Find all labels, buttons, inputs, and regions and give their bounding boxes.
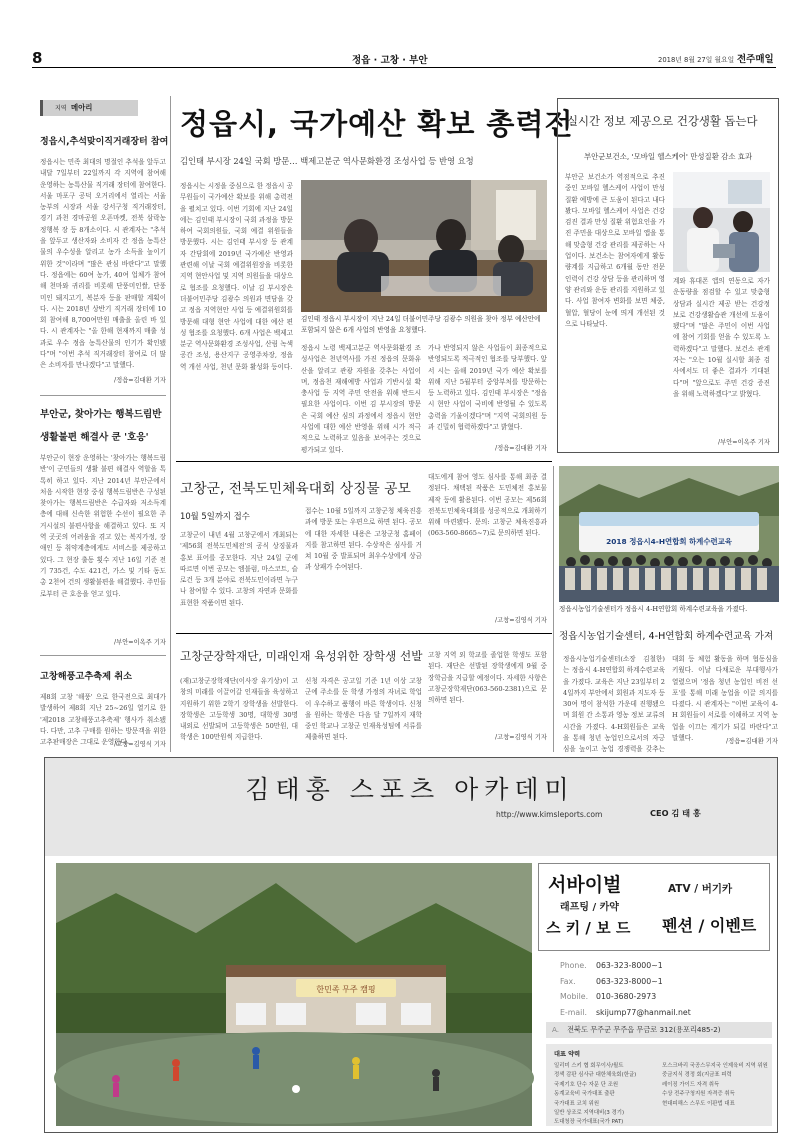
page-number: 8	[32, 49, 43, 67]
issue-date: 2018년 8월 27일 월요일	[658, 56, 735, 64]
sports-body-c: 대도에게 참여 영도 심사를 통해 최종 결정된다. 채택된 작품은 도민체전 홍보물 제작 등에 활용된다. 이번 공모는 제56회 전북도민체육대회를 성공적으로 개최하기 위해 마련됐다. 문의: 고창군 체육진흥과(063-560-8665~7)로 문의하면 된다.	[428, 473, 547, 538]
ad-history-right	[662, 1062, 768, 1109]
ad-history-item: 중금지식 경정 회(지금표 피력	[662, 1072, 732, 1079]
paper-name: 전주매일	[737, 54, 774, 65]
lead-body-right: 가나 반영되지 않은 사업들이 최종적으로 반영되도록 적극적인 협조를 당부했다. 앞서 시는 올해 2019년 국가 예산 확보를 위해 지난 5월부터 중앙부처를 방문하는 등 노력하고 있다. 김인태 부시장은 "정읍시 현안 사업이 국비에 반영될 수 있도록 총력을 기울이겠다"며 "지역 국회의원 등과 긴밀히 협력하겠다"고 밝혔다.	[428, 344, 547, 432]
sidebar-story-2-body: 부안군이 현장 운영하는 '찾아가는 행복드림반'이 군민들의 생활 불편 해결사 역할을 톡톡히 하고 있다. 지난 2014년 부안군에서 처음 시작한 현장 중심 행복드림반은 구성된 찾아가는 행복드림반은 수급자와 저소득계층에 대해 신속한 위험한 수선이 필요한 주거시설의 불편사항을 해결하고 있다. 또 지역 곳곳의 어려움을 겪고 있는 복지가정, 장애인 등 취약계층에게도 서비스를 제공하고 있다. 그 현장 출동 횟수 지난 16일 기준 전기 735건, 수도 421건, 가스 및 기타 동도 총 2천여 건의 생활불편을 해결했다. 주민들로부터 큰 호응을 얻고 있다.	[40, 454, 166, 598]
ad-history-item: 모스크바리 국공스무지국 인제육비 지역 위원	[662, 1063, 768, 1069]
scholar-body-b: 신청 자격은 공고일 기준 1년 이상 고창군에 주소를 둔 학생 가정의 자녀로 학업이 우수하고 품행이 바른 학생이다. 신청을 원하는 학생은 다음 달 7일까지 재학 중인 학교나 고창군 인재육성팀에 서류를 제출하면 된다.	[305, 677, 422, 742]
lead-byline: /정읍=김대환 기자	[495, 445, 547, 452]
health-byline: /부안=이옥주 기자	[718, 439, 770, 446]
lead-body-middle: 정읍시 노령 백제고분군 역사문화환경 조성사업은 천년역사를 가진 정읍의 문화유산을 알리고 관광 자원을 갖추는 사업이며, 정읍천 재해예방 사업과 기반시설 확충사업 등 지역 주민 안전을 위해 반드시 필요한 사업이다. 이번 김 부시장의 방문은 국회 예산 심의 과정에서 정읍시 현안 사업에 대한 예산 반영을 위해 시가 적극적으로 노력하고 있음을 보여주는 것으로 평가되고 있다.	[301, 344, 421, 454]
lead-photo	[301, 180, 547, 312]
ad-history-item: 현대피해스 스무도 이판법 대표	[662, 1100, 735, 1107]
farm-photo	[559, 466, 779, 602]
lead-headline: 정읍시, 국가예산 확보 총력전	[180, 107, 574, 141]
ad-history-item: 동계교육비 국가대표 출판	[554, 1091, 615, 1098]
ad-contact	[560, 958, 774, 1020]
sidebar-story-3-byline: /고창=김영식 기자	[114, 741, 166, 748]
ad-email: skijump77@hanmail.net	[596, 1007, 691, 1017]
ad-history-item: 수상 전주구청지원 자격증 취득	[662, 1091, 735, 1098]
sidebar-label-tag: 지역	[55, 105, 67, 112]
ad-history	[546, 1044, 772, 1126]
ad-mobile-label: Mobile.	[560, 992, 589, 1001]
scholar-headline: 고창군장학재단, 미래인재 육성위한 장학생 선발	[180, 649, 423, 663]
ad-photo	[56, 863, 532, 1126]
sidebar-story-3-title: 고창해풍고추축제 취소	[40, 671, 132, 682]
ad-history-item: 정색 감판 심사규 대한체육회(한글)	[554, 1072, 637, 1079]
sports-body-a: 고창군이 내년 4월 고창군에서 개최되는 '제56회 전북도민체전'의 공식 상징물과 홍보 표어를 공모한다. 지난 24일 군에 따르면 이번 공모는 엠블럼, 마스코트, 슬로건 등 3개 분야로 전북도민이라면 누구나 참여할 수 있다. 고창의 자연과 문화를 표현한 작품이면 된다.	[180, 531, 298, 607]
sidebar-divider-2	[40, 655, 166, 656]
ad-url: http://www.kimsleports.com	[496, 810, 603, 819]
ad-brand-sub: 래프팅 / 카약	[560, 902, 619, 913]
sidebar-story-2-byline: /부안=이옥주 기자	[114, 639, 166, 646]
ad-phone: 063-323-8000~1	[596, 961, 663, 970]
ad-phone-row	[560, 958, 774, 974]
farm-body-b: 대회 등 체험 활동을 하며 협동심을 키웠다. 이날 다채로운 부대행사가 열렸으며 '정읍 청년 농업인 비전 선포'를 통해 미래 농업을 이끌 의지를 다졌다. 시 관계자는 "이번 교육이 4-H 회원들이 서로를 이해하고 지역 농업을 이끄는 계기가 되길 바란다"고 말했다.	[672, 655, 778, 743]
farm-body-a: 정읍시농업기술센터(소장 김철한)는 정읍시 4-H연합회 하계수련교육을 가졌다. 교육은 지난 23일부터 24일까지 부안에서 회원과 지도자 등 30여 명이 참석한 가운데 진행됐으며 회원 간 소통과 영농 정보 교류의 시간을 가졌다. 4-H회원들은 교육을 통해 청년 농업인으로서의 자긍심을 높이고 농업 경쟁력을 갖추는	[563, 655, 665, 754]
sports-body-b: 접수는 10월 5일까지 고창군청 체육진흥과에 방문 또는 우편으로 하면 된다. 공모에 대한 자세한 내용은 고창군청 홈페이지를 참고하면 된다. 수상작은 심사를 거쳐 10월 중 발표되며 최우수상에게 상금과 상패가 수여된다.	[305, 507, 422, 572]
ad-history-item: 일리미 스키 협 회무이사/윌트	[554, 1063, 624, 1069]
column-divider-left	[170, 96, 171, 752]
sports-bottom-rule	[176, 633, 552, 634]
ad-title: 김태홍 스포츠 아카데미	[245, 775, 575, 804]
health-photo	[673, 172, 770, 272]
health-subhead: 부안군보건소, '모바일 헬스케어' 만성질환 감소 효과	[584, 152, 753, 161]
ad-history-item: 국가대표 코치 위원	[554, 1100, 600, 1107]
ad-history-item: 레이징 가이드 자격 취득	[662, 1081, 720, 1088]
ad-fax: 063-323-8000~1	[596, 976, 663, 986]
lead-bottom-rule	[176, 461, 552, 462]
sidebar-story-1-title: 정읍시,추석맞이직거래장터 참여	[40, 137, 169, 147]
sidebar-label	[40, 100, 138, 116]
sidebar-story-3-body: 제8회 고창 '해풍' 으로 한국전으로 최대가 발생하여 제8회 지난 25~26일 열기로 한 '제2018 고창해풍고추축제' 행사가 취소됐다. 다만, 고추 구매를 원하는 방문객을 위한 고추판매장은 그대로 운영한다.	[40, 693, 166, 747]
clinic-photo-illustration	[673, 172, 770, 272]
ad-fax-label: Fax.	[560, 976, 576, 986]
farm-headline: 정읍시농업기술센터, 4-H연합회 하계수련교육 가져	[559, 631, 774, 642]
ad-address: 전북도 무주군 무주읍 무금로 312(용포리485-2)	[567, 1025, 721, 1034]
sports-byline: /고창=김영식 기자	[495, 617, 547, 624]
ad-history-item: 도대청장 국가대표(국가 PAT)	[554, 1119, 624, 1126]
ad-fax-row	[560, 974, 774, 990]
ad-brand: 서바이벌	[548, 874, 622, 896]
ad-pension: 펜션 / 이벤트	[662, 916, 757, 935]
ad-atv: ATV / 버기카	[668, 883, 733, 895]
ad-banner-sign: 한민족 무주 캠핑	[316, 985, 376, 994]
ad-history-item: 일반 상조로 지역대비(3 경기)	[554, 1110, 625, 1117]
ad-phone-label: Phone.	[560, 961, 587, 970]
ad-mobile-row	[560, 989, 774, 1005]
sidebar-story-1-byline: /정읍=김대환 기자	[114, 377, 166, 384]
farm-byline: /정읍=김대환 기자	[726, 738, 778, 745]
column-divider-right	[553, 466, 554, 752]
ad-playground-illustration	[56, 863, 532, 1126]
ad-history-item: 국제기호 단수 자문 단 조원	[554, 1081, 619, 1088]
farm-photo-caption: 정읍시농업기술센터가 정읍시 4-H연합회 하계수련교육을 가졌다.	[559, 605, 748, 613]
health-headline: 실시간 정보 제공으로 건강생활 돕는다	[567, 114, 758, 128]
sports-subhead: 10월 5일까지 접수	[180, 511, 250, 521]
ad-address-row	[546, 1022, 772, 1038]
ad-address-label: A.	[552, 1025, 560, 1034]
lead-body-left: 정읍시는 시정을 중심으로 한 정읍시 공무원들이 국가예산 확보를 위해 총력전을 펼치고 있다. 이번 기회에 지난 24일에는 김인태 부시장이 국회 과정을 방문하여 국회의원들, 국회 예결 위원들을 방문했다. 시는 김인태 부시장 등 관계자 간담회에 2019년 국가예산 반영과 관련해 이날 국회 예결위원장을 비롯한 지역 현안사업 및 지역 의원들을 대상으로 협조를 요청했다. 이날 김 부시장은 더불어민주당 김광수 의원과 면담을 갖고 정읍 지역현안 사업 등 예결위원회를 방문해 대형 현안 사업에 대한 예산 편성 협조를 요청했다. 6개 사업은 백제고분군 역사문화환경 조성사업, 산림 녹색 공간 조성, 용산지구 공영주차장, 정읍역 개선 사업, 천년 문화 활성화 등이다.	[180, 182, 293, 371]
lead-photo-caption: 김인태 정읍시 부시장이 지난 24일 더불어민주당 김광수 의원을 찾아 정부 예산안에 포함되지 않은 6개 사업의 반영을 요청했다.	[301, 315, 541, 334]
ad-email-label: E-mail.	[560, 1007, 587, 1017]
ad-brand-sub2: 스 키 / 보 드	[546, 919, 631, 937]
header-rule	[32, 67, 776, 68]
scholar-body-c: 고창 지역 외 학교를 졸업한 학생도 포함된다. 재단은 선발된 장학생에게 9월 중 장학금을 지급할 예정이다. 자세한 사항은 고창군장학재단(063-560-2381)으로 문의하면 된다.	[428, 651, 547, 705]
group-photo-illustration	[559, 466, 779, 602]
section-title: 정읍 · 고창 · 부안	[352, 55, 428, 66]
sidebar-story-2-title-1: 부안군, 찾아가는 행복드림반	[40, 409, 162, 420]
sidebar-story-1-body: 정읍시는 민족 최대의 명절인 추석을 앞두고 내달 7일부터 22일까지 각 지역에 참여해 운영하는 농특산물 직거래 장터에 참여한다. 서울 마포구 공덕 오거리에서 열리는 서울 농부의 시장과 서울 강서구청 직거래장터, 경기 과천 경마공원 오픈마켓, 전북 삼락농정행복 장 등 8개소이다. 시 관계자는 "추석을 앞두고 생산자와 소비자 간 정읍 농특산물의 우수성을 알리고 농가 소득을 높이기 위한 것"이라며 "많은 관심 바란다"고 말했다. 정읍에는 60여 농가, 40여 업체가 참여해 천마와 귀리를 비롯해 단풍미인쌀, 단풍미인 돼지고기, 복분자 등을 판매할 계획이다. 시는 2018년 상반기 직거래 장터에 10회 참여해 8,700여만원 매출을 올린 바 있다. 시 관계자는 "올 한해 현재까지 매출 성과로 우수 정읍 농특산물의 인기가 확인됐다"며 "이번 추석 직거래장터 참여로 더 많은 소비자를 만나겠다"고 말했다.	[40, 158, 166, 370]
sidebar-divider-1	[40, 395, 166, 396]
sidebar-label-title: 메아리	[70, 103, 93, 112]
meeting-photo-illustration	[301, 180, 547, 312]
ad-email-row	[560, 1005, 774, 1021]
ad-history-left	[554, 1062, 658, 1128]
sidebar-story-2-title-2: 생활불편 해결사 쿤 '호응'	[40, 432, 149, 443]
sports-headline: 고창군, 전북도민체육대회 상징물 공모	[180, 481, 411, 497]
health-body-a: 부안군 보건소가 역점적으로 추진 중인 모바일 헬스케어 사업이 만성질환 예방에 큰 도움이 된다고 내다봤다. 모바일 헬스케어 사업은 건강검진 결과 만성 질환 위험요인을 가진 주민을 대상으로 모바일 앱을 통해 맞춤형 건강 관리를 제공하는 사업이다. 보건소는 참여자에게 활동량계를 지급하고 6개월 동안 전문 인력이 건강 상담 등을 관리하며 영양 관리와 운동 관리를 지원하고 있다. 사업 참여자 변화를 보면 체중, 혈압, 혈당이 눈에 띄게 개선된 것으로 나타났다.	[565, 173, 665, 328]
lead-subhead: 김인태 부시장 24일 국회 방문… 백제고분군 역사문화환경 조성사업 등 반영 요청	[180, 156, 474, 166]
scholar-byline: /고창=김영식 기자	[495, 734, 547, 741]
ad-mobile: 010-3680-2973	[596, 992, 657, 1001]
farm-banner-text: 2018 정읍시4-H연합회 하계수련교육	[606, 537, 732, 546]
health-body-b: 계와 휴대폰 앱의 연동으로 자가 운동량을 점검할 수 있고 맞춤형 상담과 실시간 제공 받는 건강정보로 건강생활습관 개선에 도움이 됐다"며 "많은 주민이 이번 사업에 참여 기회를 얻을 수 있도록 노력하겠다"고 말했다. 보건소 관계자는 "오는 10월 실시할 최종 검사에서도 더 좋은 결과가 기대된다"며 "앞으로도 주민 건강 증진을 위해 노력하겠다"고 밝혔다.	[673, 277, 770, 398]
ad-history-title: 대표 약력	[554, 1051, 581, 1058]
ad-ceo: CEO 김 태 홍	[650, 808, 701, 818]
scholar-body-a: (재)고창군장학재단(이사장 유기상)이 고창의 미래를 이끌어갈 인재들을 육성하고 지원하기 위한 2학기 장학생을 선발한다. 장학생은 고등학생 30명, 대학생 30명 내외로 선발되며 고등학생은 50만원, 대학생은 100만원씩 지급한다.	[180, 677, 298, 742]
